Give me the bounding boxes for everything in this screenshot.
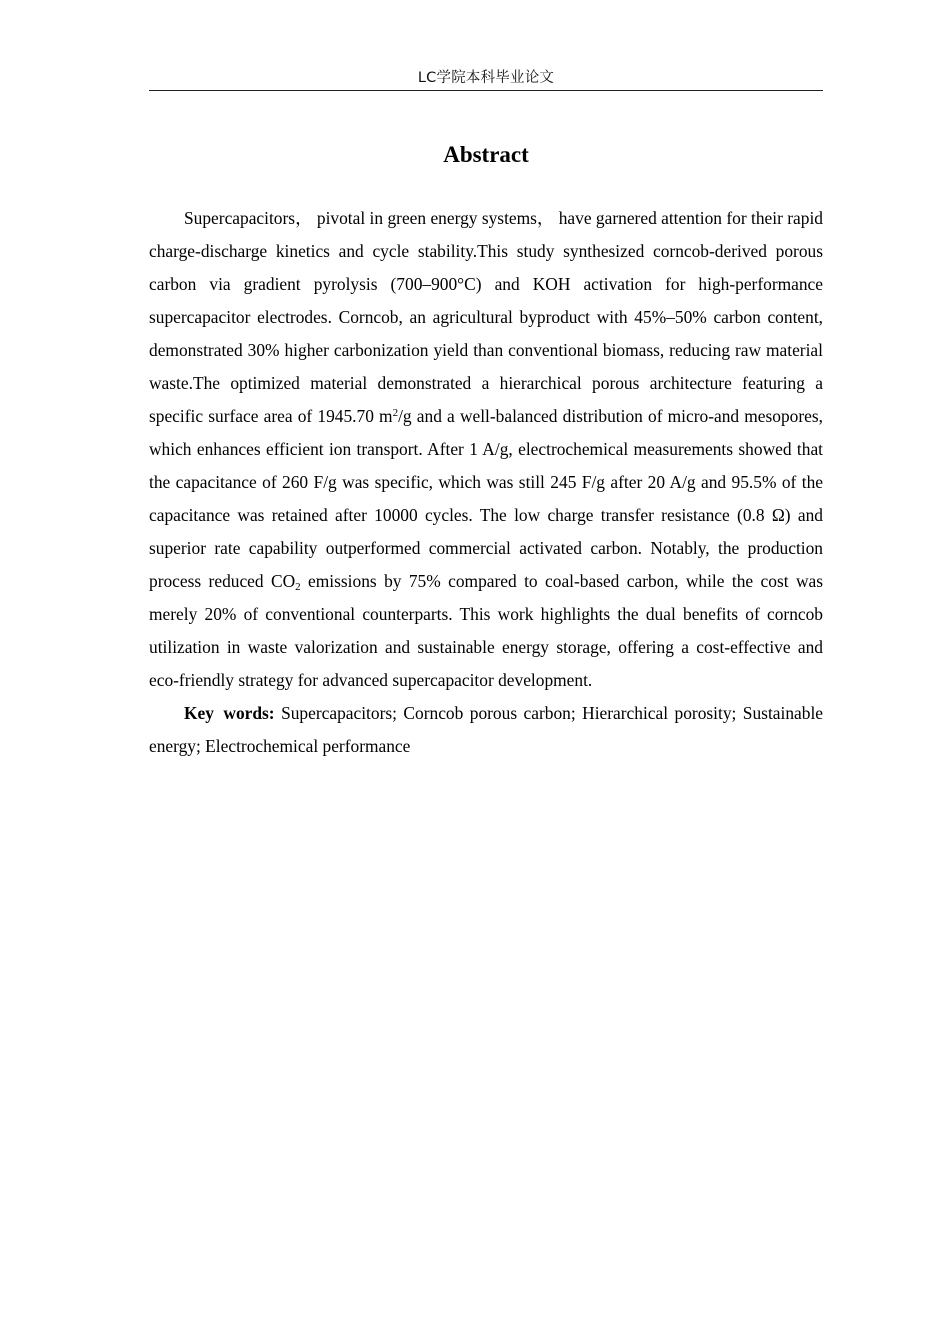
superscript-2: 2 (392, 407, 399, 419)
keywords-paragraph (149, 697, 823, 763)
abstract-text-part-3: emissions by 75% compared to coal-based carbon, while the cost was merely 20% of conventional counterparts. This work highlights the dual benefits of corncob utilization in waste valorization and sustainable energy storage, offering a cost-effective and eco-friendly strategy for advanced supercapacitor development. (149, 571, 823, 690)
abstract-paragraph (149, 202, 823, 697)
abstract-title: Abstract (443, 142, 529, 167)
keywords-text: Supercapacitors; Corncob porous carbon; Hierarchical porosity; Sustainable energy; Electrochemical performance (149, 703, 823, 756)
abstract-body (149, 202, 823, 763)
subscript-2: 2 (295, 581, 301, 593)
abstract-text-part-2: /g and a well-balanced distribution of micro-and mesopores, which enhances efficient ion transport. After 1 A/g, electrochemical measurements showed that the capacitance of 260 F/g was specific, which was still 245 F/g after 20 A/g and 95.5% of the capacitance was retained after 10000 cycles. The low charge transfer resistance (0.8 Ω) and superior rate capability outperformed commercial activated carbon. Notably, the production process reduced CO (149, 406, 824, 591)
header-rule (149, 90, 823, 91)
running-header: LC学院本科毕业论文 (417, 70, 555, 86)
keywords-label: Key words: (184, 703, 275, 723)
abstract-text-part-1: Supercapacitors， pivotal in green energy systems， have garnered attention for their rapid charge-discharge kinetics and cycle stability.This study synthesized corncob-derived porous carbon via gradient pyrolysis (700–900°C) and KOH activation for high-performance supercapacitor electrodes. Corncob, an agricultural byproduct with 45%–50% carbon content, demonstrated 30% higher carbonization yield than conventional biomass, reducing raw material waste.The optimized material demonstrated a hierarchical porous architecture featuring a specific surface area of 1945.70 m (149, 208, 823, 426)
